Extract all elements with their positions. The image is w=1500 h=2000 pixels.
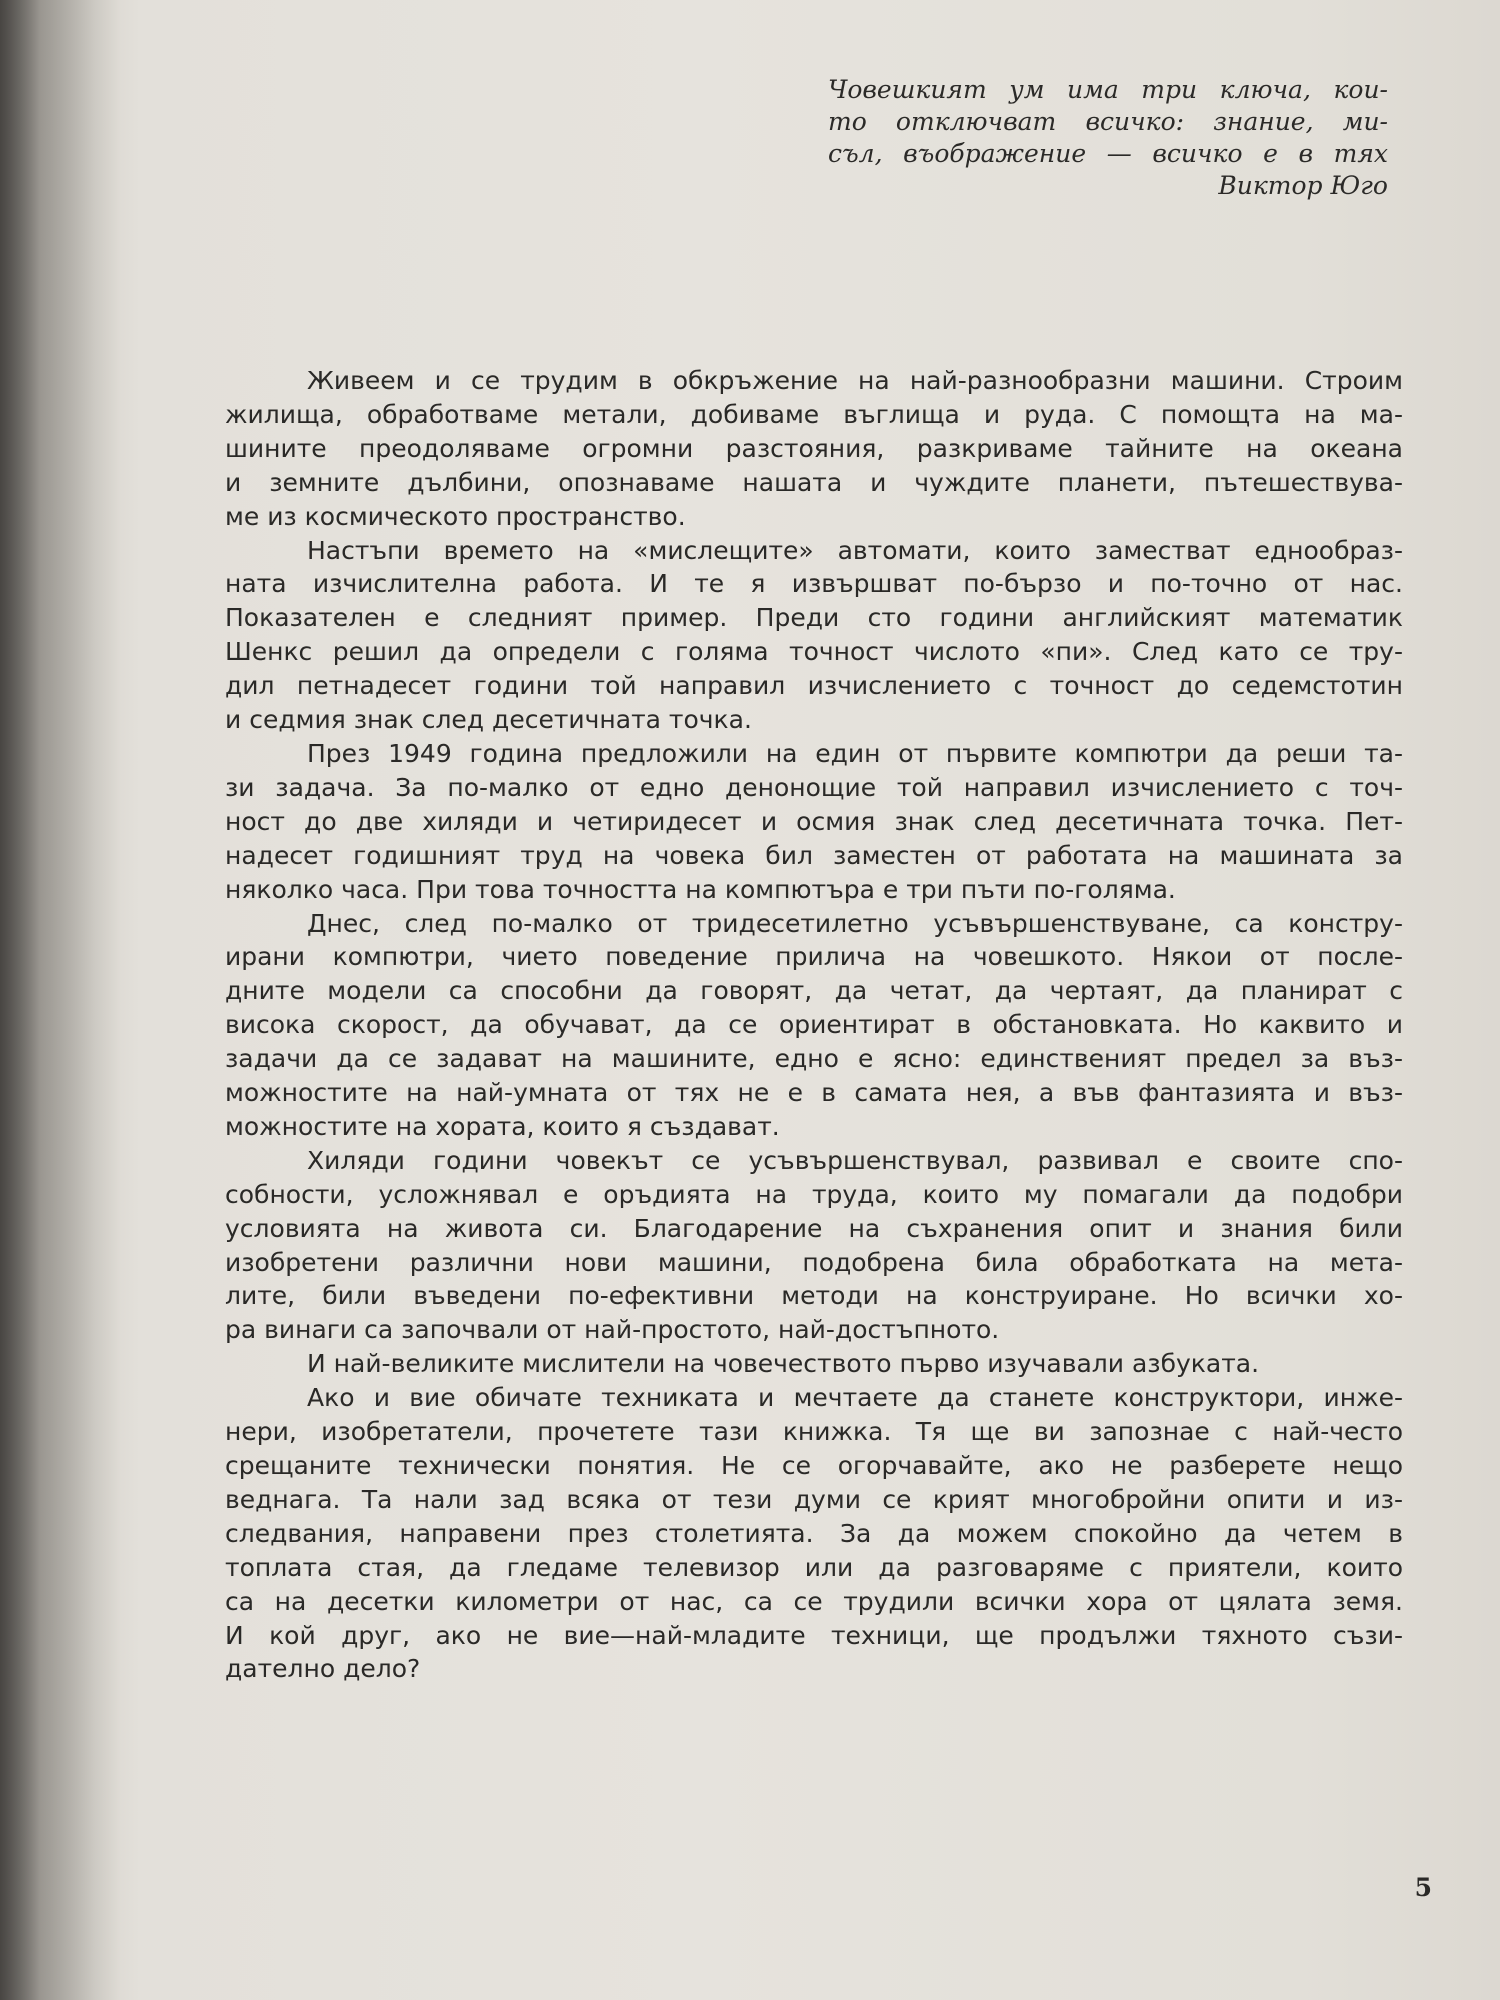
text-line: жилища, обработваме метали, добиваме въглища и руда. С помощта на ма- (225, 399, 1403, 429)
page-number: 5 (1414, 1873, 1432, 1902)
text-line: зи задача. За по-малко от едно денонощие той направил изчислението с точ- (225, 772, 1403, 802)
text-line: Днес, след по-малко от тридесетилетно усъвършенствуване, са констру- (307, 908, 1403, 938)
text-line: са на десетки километри от нас, са се трудили всички хора от цялата земя. (225, 1586, 1403, 1616)
text-line: Ако и вие обичате техниката и мечтаете да станете конструктори, инже- (307, 1383, 1403, 1413)
text-line: срещаните технически понятия. Не се огорчавайте, ако не разберете нещо (225, 1451, 1403, 1480)
text-line: топлата стая, да гледаме телевизор или да разговаряме с приятели, които (225, 1552, 1403, 1582)
text-line: веднага. Та нали зад всяка от тези думи се крият многобройни опити и из- (225, 1484, 1403, 1514)
text-line: ра винаги са започвали от най-простото, най-достъпното. (225, 1315, 1000, 1345)
text-line: собности, усложнявал е оръдията на труда, които му помагали да подобри (225, 1179, 1403, 1209)
text-line: ирани компютри, чието поведение прилича на човешкото. Някои от после- (225, 942, 1403, 972)
text-line: висока скорост, да обучават, да се ориентират в обстановката. Но каквито и (225, 1010, 1403, 1040)
text-line: Шенкс решил да определи с голяма точност числото «пи». След като се тру- (225, 637, 1403, 667)
text-line: И кой друг, ако не вие—най-младите техници, ще продължи тяхното съзи- (225, 1620, 1403, 1650)
text-line: надесет годишният труд на човека бил заместен от работата на машината за (225, 840, 1403, 870)
epigraph-line: съл, въображение — всичко е в тях (828, 139, 1388, 168)
text-line: ната изчислителна работа. И те я извършват по-бързо и по-точно от нас. (225, 569, 1403, 599)
text-line: дателно дело? (225, 1654, 421, 1684)
text-line: и земните дълбини, опознаваме нашата и чуждите планети, пътешествува- (225, 467, 1403, 497)
text-line: Показателен е следният пример. Преди сто години английският математик (225, 603, 1403, 633)
text-line: можностите на хората, които я създават. (225, 1111, 780, 1141)
text-line: можностите на най-умната от тях не е в самата нея, а във фантазията и въз- (225, 1078, 1403, 1108)
text-line: няколко часа. При това точността на компютъра е три пъти по-голяма. (225, 874, 1176, 904)
text-line: изобретени различни нови машини, подобрена била обработката на мета- (225, 1247, 1403, 1277)
epigraph-author: Виктор Юго (1218, 171, 1388, 200)
text-line: дил петнадесет години той направил изчислението с точност до седемстотин (225, 671, 1403, 701)
text-line: Живеем и се трудим в обкръжение на най-разнообразни машини. Строим (307, 366, 1403, 395)
text-line: и седмия знак след десетичната точка. (225, 705, 752, 735)
text-line: лите, били въведени по-ефективни методи на конструиране. Но всички хо- (225, 1281, 1403, 1311)
text-line: следвания, направени през столетията. За да можем спокойно да четем в (225, 1518, 1403, 1548)
text-line: шините преодоляваме огромни разстояния, разкриваме тайните на океана (225, 433, 1403, 463)
epigraph (828, 74, 1388, 202)
epigraph-line: Човешкият ум има три ключа, кои- (828, 75, 1388, 104)
text-line: През 1949 година предложили на един от първите компютри да реши та- (307, 738, 1403, 768)
book-binding-shadow (0, 0, 120, 2000)
text-line: Хиляди години човекът се усъвършенствувал, развивал е своите спо- (307, 1145, 1403, 1175)
text-line: нери, изобретатели, прочетете тази книжка. Тя ще ви запознае с най-често (225, 1417, 1403, 1447)
text-line: дните модели са способни да говорят, да четат, да чертаят, да планират с (225, 976, 1403, 1006)
text-line: условията на живота си. Благодарение на съхранения опит и знания били (225, 1213, 1403, 1243)
text-line: Настъпи времето на «мислещите» автомати, които заместват еднообраз- (307, 535, 1403, 565)
body-text (225, 364, 1403, 1686)
text-line: задачи да се задават на машините, едно е ясно: единственият предел за въз- (225, 1044, 1403, 1074)
text-line: И най-великите мислители на човечеството първо изучавали азбуката. (307, 1349, 1260, 1379)
text-line: ме из космическото пространство. (225, 501, 686, 531)
text-line: ност до две хиляди и четиридесет и осмия знак след десетичната точка. Пет- (225, 806, 1403, 836)
epigraph-line: то отключват всичко: знание, ми- (828, 107, 1388, 136)
